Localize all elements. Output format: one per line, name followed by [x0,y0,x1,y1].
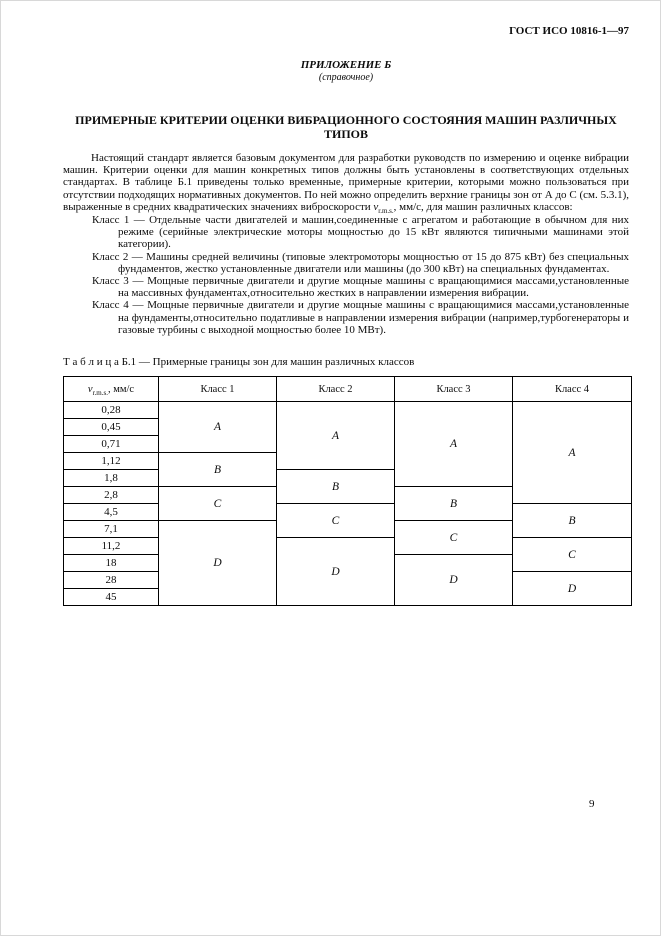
zone-cell-class2-D: D [277,538,395,606]
velocity-cell: 2,8 [64,487,159,504]
velocity-cell: 7,1 [64,521,159,538]
intro-part1: Настоящий стандарт является базовым документом для разработки руководств по измерению и оценке вибрации машин. Критерии оценки для машин конкретных типов должны быть установлены в соответствующих отдельных стандартах. В таблице Б.1 приведены только временные, примерные критерии, которыми можно пользоваться при отсутствии подходящих нормативных документов. По ней можно определить верхние границы зон от А до С (см. 5.3.1), выраженные в средних квадратических значениях виброскорости [63,152,629,213]
table-row [64,504,632,521]
class3-column-header: Класс 3 [395,377,513,402]
document-code-header: ГОСТ ИСО 10816-1—97 [509,25,629,37]
appendix-title: ПРИЛОЖЕНИЕ Б [300,59,392,71]
class4-column-header: Класс 4 [513,377,632,402]
zone-cell-class2-B: B [277,470,395,504]
zone-cell-class4-D: D [513,572,632,606]
velocity-cell: 4,5 [64,504,159,521]
zone-cell-class1-C: C [159,487,277,521]
zone-cell-class4-A: A [513,402,632,504]
class2-column-header: Класс 2 [277,377,395,402]
class-list [63,214,629,336]
class-item-3 [63,275,629,299]
class-2-text: Машины средней величины (типовые электромоторы мощностью от 15 до 875 кВт) без специальных фундаментов, жестко установленные двигатели или машины (до 300 кВт) на специальных фундаментах. [118,250,629,275]
zone-cell-class4-C: C [513,538,632,572]
velocity-column-header [64,377,159,402]
velocity-cell: 28 [64,572,159,589]
appendix-subtitle: (справочное) [318,72,374,83]
zone-cell-class3-C: C [395,521,513,555]
class-1-label: Класс 1 — [92,214,145,227]
velocity-cell: 1,12 [64,453,159,470]
intro-part2: , мм/с, для машин различных классов: [393,200,573,213]
zone-cell-class2-C: C [277,504,395,538]
intro-paragraph [63,152,629,213]
class-item-4 [63,299,629,336]
class-3-label: Класс 3 — [92,275,144,288]
velocity-cell: 11,2 [64,538,159,555]
velocity-cell: 45 [64,589,159,606]
velocity-cell: 0,28 [64,402,159,419]
velocity-cell: 18 [64,555,159,572]
class-4-label: Класс 4 — [92,299,144,312]
table-row [64,402,632,419]
zone-cell-class4-B: B [513,504,632,538]
header-velocity-subscript: r.m.s. [92,388,108,397]
header-velocity-symbol: v [87,383,93,395]
main-title: ПРИМЕРНЫЕ КРИТЕРИИ ОЦЕНКИ ВИБРАЦИОННОГО СОСТОЯНИЯ МАШИН РАЗЛИЧНЫХ ТИПОВ [75,113,617,141]
zone-cell-class3-A: A [395,402,513,487]
velocity-cell: 1,8 [64,470,159,487]
zones-table [63,376,632,606]
velocity-symbol: v [373,200,379,213]
class-1-text: Отдельные части двигателей и машин,соединенные с агрегатом и работающие в обычном для них режиме (серийные электрические моторы мощностью до 15 кВт являются типичными машинами этой категории). [118,214,629,251]
class-3-text: Мощные первичные двигатели и другие мощные машины с вращающимися массами,установленные на массивных фундаментах,относительно жестких в направлении измерения вибрации. [118,275,629,300]
table-caption: Т а б л и ц а Б.1 — Примерные границы зон для машин различных классов [63,356,415,369]
header-velocity-unit: , мм/с [107,383,135,395]
table-header-row [64,377,632,402]
table-row [64,538,632,555]
velocity-subscript: r.m.s. [378,207,394,215]
zone-cell-class1-D: D [159,521,277,606]
zone-cell-class1-A: A [159,402,277,453]
zone-cell-class1-B: B [159,453,277,487]
velocity-cell: 0,71 [64,436,159,453]
zones-table-body [64,402,632,606]
zone-cell-class3-B: B [395,487,513,521]
class-2-label: Класс 2 — [92,250,143,263]
class-item-1 [63,214,629,251]
zone-cell-class2-A: A [277,402,395,470]
velocity-cell: 0,45 [64,419,159,436]
class-item-2 [63,251,629,275]
class1-column-header: Класс 1 [159,377,277,402]
zone-cell-class3-D: D [395,555,513,606]
page-number: 9 [589,798,595,810]
class-4-text: Мощные первичные двигатели и другие мощные машины с вращающимися массами,установленные на фундаменты,относительно податливые в направлении измерения вибрации (например,турбогенераторы и газовые турбины с выходной мощностью более 10 МВт). [118,299,629,336]
